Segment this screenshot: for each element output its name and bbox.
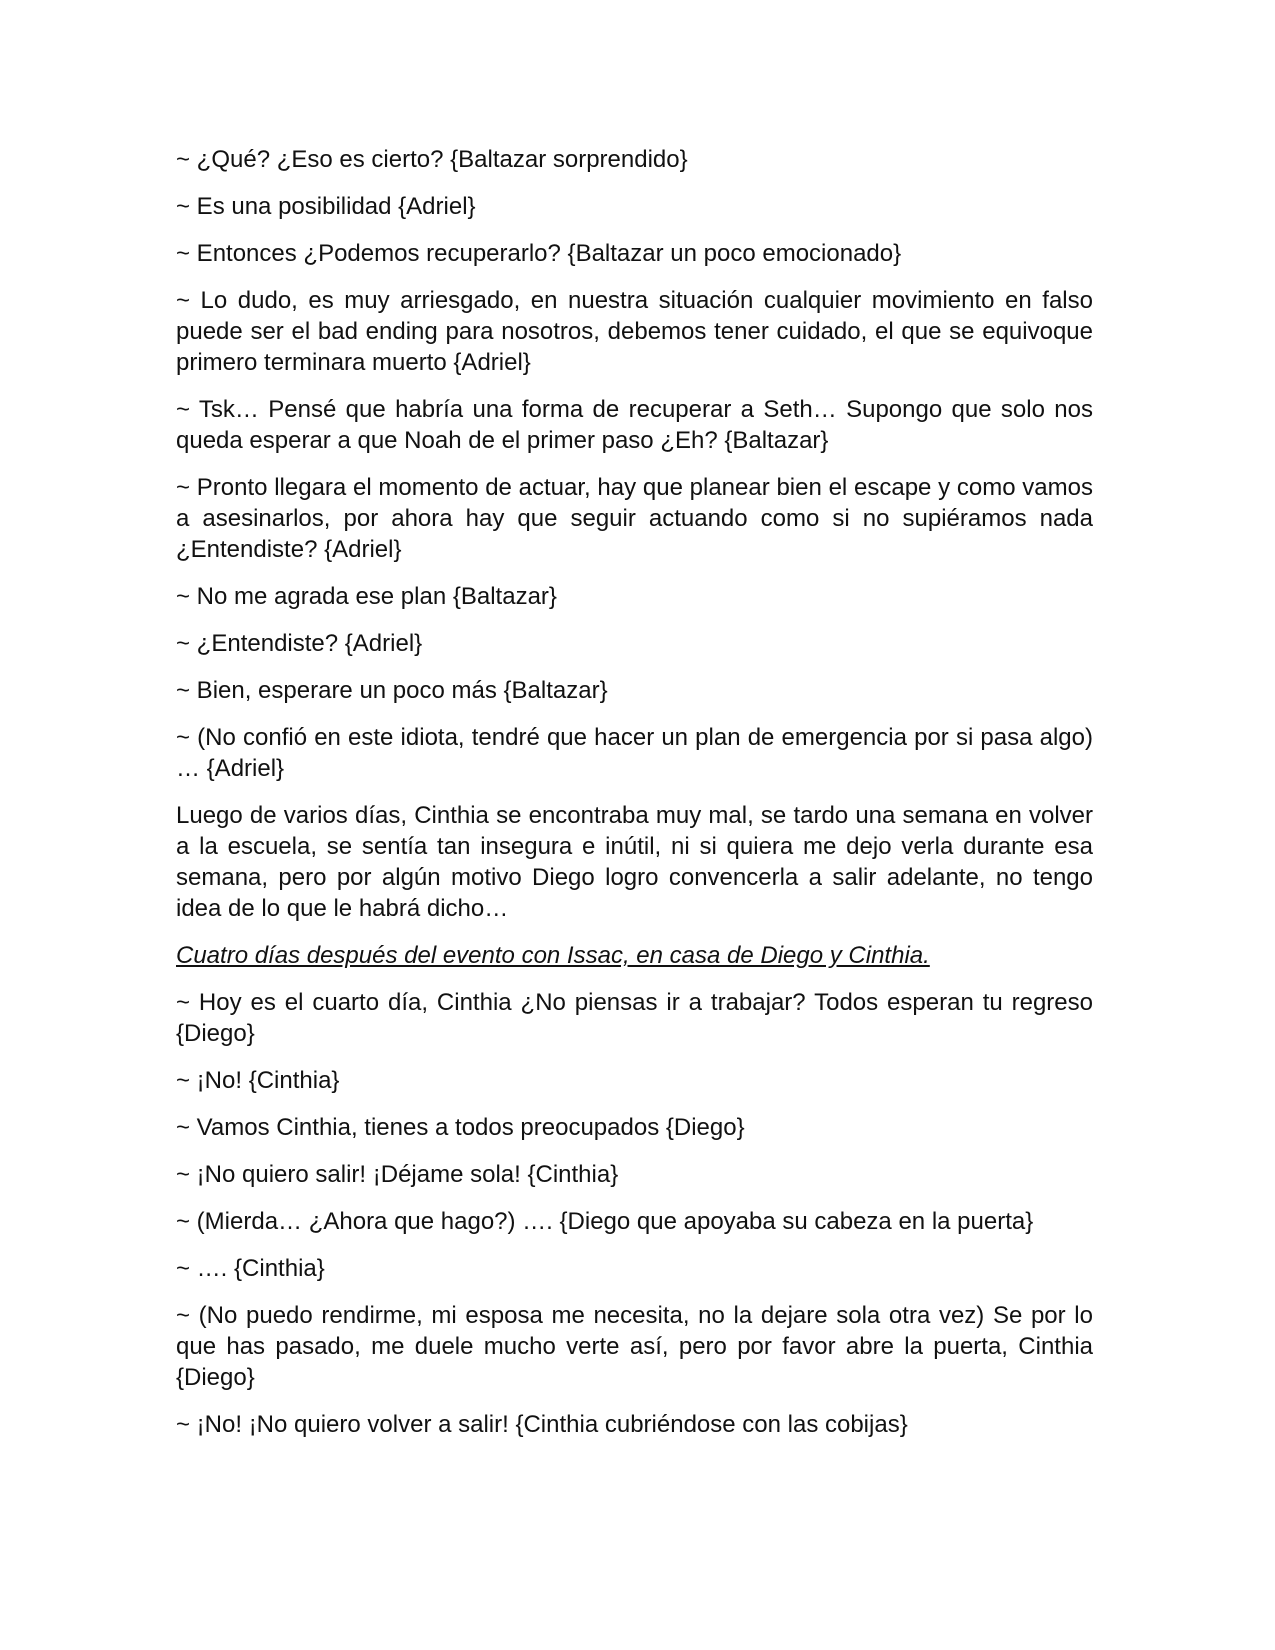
dialogue-line: ~ ¿Qué? ¿Eso es cierto? {Baltazar sorprendido}	[176, 146, 688, 173]
dialogue-line: ~ Hoy es el cuarto día, Cinthia ¿No piensas ir a trabajar? Todos esperan tu regreso {Diego}	[176, 989, 1093, 1047]
dialogue-line: ~ (Mierda… ¿Ahora que hago?) …. {Diego que apoyaba su cabeza en la puerta}	[176, 1208, 1034, 1235]
dialogue-line: ~ Bien, esperare un poco más {Baltazar}	[176, 677, 608, 704]
dialogue-line: ~ ¡No quiero salir! ¡Déjame sola! {Cinthia}	[176, 1161, 619, 1188]
document-body	[176, 144, 1093, 1456]
dialogue-line: ~ ¿Entendiste? {Adriel}	[176, 630, 423, 657]
dialogue-line: ~ Es una posibilidad {Adriel}	[176, 193, 476, 220]
dialogue-line: ~ Lo dudo, es muy arriesgado, en nuestra situación cualquier movimiento en falso puede ser el bad ending para nosotros, debemos tener cuidado, el que se equivoque primero terminara muerto {Adriel}	[176, 287, 1093, 376]
dialogue-line: ~ No me agrada ese plan {Baltazar}	[176, 583, 557, 610]
dialogue-line: ~ (No confió en este idiota, tendré que hacer un plan de emergencia por si pasa algo) … {Adriel}	[176, 724, 1093, 782]
dialogue-line: ~ Vamos Cinthia, tienes a todos preocupados {Diego}	[176, 1114, 745, 1141]
dialogue-line: ~ Entonces ¿Podemos recuperarlo? {Baltazar un poco emocionado}	[176, 240, 902, 267]
dialogue-line: ~ Pronto llegara el momento de actuar, hay que planear bien el escape y como vamos a asesinarlos, por ahora hay que seguir actuando como si no supiéramos nada ¿Entendiste? {Adriel}	[176, 474, 1093, 563]
dialogue-line: ~ Tsk… Pensé que habría una forma de recuperar a Seth… Supongo que solo nos queda esperar a que Noah de el primer paso ¿Eh? {Baltazar}	[176, 396, 1093, 454]
dialogue-line: ~ …. {Cinthia}	[176, 1255, 325, 1282]
dialogue-line: ~ (No puedo rendirme, mi esposa me necesita, no la dejare sola otra vez) Se por lo que has pasado, me duele mucho verte así, pero por favor abre la puerta, Cinthia {Diego}	[176, 1302, 1093, 1391]
scene-heading: Cuatro días después del evento con Issac, en casa de Diego y Cinthia.	[176, 942, 930, 969]
narration-paragraph: Luego de varios días, Cinthia se encontraba muy mal, se tardo una semana en volver a la escuela, se sentía tan insegura e inútil, ni si quiera me dejo verla durante esa semana, pero por algún motivo Diego logro convencerla a salir adelante, no tengo idea de lo que le habrá dicho…	[176, 802, 1093, 922]
dialogue-line: ~ ¡No! ¡No quiero volver a salir! {Cinthia cubriéndose con las cobijas}	[176, 1411, 908, 1438]
dialogue-line: ~ ¡No! {Cinthia}	[176, 1067, 340, 1094]
